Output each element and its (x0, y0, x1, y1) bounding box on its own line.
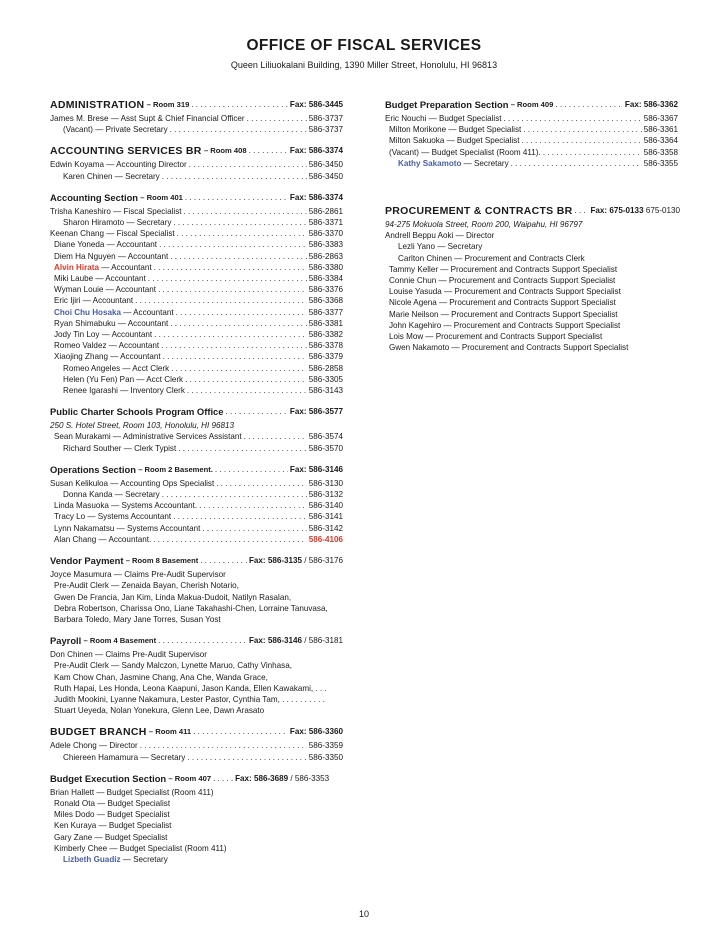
list-item: Trisha Kaneshiro — Fiscal Specialist . . . 586-2861 (50, 206, 343, 217)
page-title: OFFICE OF FISCAL SERVICES (246, 37, 482, 54)
list-item: Susan Kelikuloa — Accounting Ops Specialist . . . 586-3130 (50, 478, 343, 489)
list-item: Eric Nouchi — Budget Specialist . . . 586-3367 (385, 113, 678, 124)
address: 250 S. Hotel Street, Room 103, Honolulu, HI 96813 (50, 421, 235, 431)
list-item: Louise Yasuda — Procurement and Contracts Support Specialist (389, 287, 621, 297)
highlighted-name: Choi Chu Hosaka (54, 307, 122, 317)
procurement-contracts-section (385, 205, 681, 353)
list-item: Romeo Angeles — Acct Clerk . . . 586-2858 (50, 363, 343, 374)
highlighted-name: Kathy Sakamoto (398, 158, 462, 168)
list-item: Eric Ijiri — Accountant . . . 586-3368 (50, 295, 343, 306)
list-item: Renee Igarashi — Inventory Clerk . . . 586-3143 (50, 385, 343, 396)
list-item: Stuart Ueyeda, Nolan Yonekura, Glenn Lee, Dawn Arasato (54, 706, 265, 716)
list-item: (Vacant) — Budget Specialist (Room 411). . . . 586-3358 (385, 147, 678, 158)
list-item: Choi Chu Hosaka — Accountant . . . 586-3377 (50, 307, 343, 318)
list-item: Tracy Lo — Systems Accountant . . . 586-3141 (50, 511, 343, 522)
list-item: Kathy Sakamoto — Secretary . . . 586-3355 (385, 158, 678, 169)
list-item: Joyce Masumura — Claims Pre-Audit Supervisor (50, 570, 226, 580)
accounting-section (50, 192, 343, 396)
list-item: Carlton Chinen — Procurement and Contracts Clerk (398, 253, 585, 263)
list-item: Marie Neilson — Procurement and Contracts Support Specialist (389, 309, 618, 319)
list-item: Miki Laube — Accountant . . . 586-3384 (50, 273, 343, 284)
section-heading: ACCOUNTING SERVICES BR – Room 408 . . . Fax: 586-3374 (50, 145, 343, 157)
section-heading: PROCUREMENT & CONTRACTS BR . . . Fax: 675-0133 675-0130 (385, 205, 678, 217)
list-item: Sean Murakami — Administrative Services Assistant . . . 586-3574 (50, 431, 343, 442)
budget-branch-section (50, 726, 343, 762)
list-item: Romeo Valdez — Accountant . . . 586-3378 (50, 340, 343, 351)
list-item: Kam Chow Chan, Jasmine Chang, Ana Che, Wanda Grace, (54, 672, 268, 682)
section-heading: Payroll – Room 4 Basement . . . Fax: 586-3146 / 586-3181 (50, 635, 343, 647)
list-item: Debra Robertson, Charissa Ono, Liane Takahashi-Chen, Lorraine Tanuvasa, (54, 603, 328, 613)
list-item: Pre-Audit Clerk — Zenaida Bayan, Cherish Notario, (54, 581, 239, 591)
budget-execution-section (50, 773, 343, 865)
right-column (385, 99, 681, 363)
list-item: Milton Sakuoka — Budget Specialist . . . 586-3364 (385, 135, 678, 146)
page-header (0, 37, 728, 70)
list-item: John Kagehiro — Procurement and Contracts Support Specialist (389, 320, 621, 330)
list-item: Chiereen Hamamura — Secretary . . . 586-3350 (50, 752, 343, 763)
section-heading: BUDGET BRANCH – Room 411 . . . Fax: 586-3360 (50, 726, 343, 738)
administration-section (50, 99, 343, 135)
accounting-services-section (50, 145, 343, 181)
vendor-payment-section (50, 555, 343, 625)
list-item: Adele Chong — Director . . . 586-3359 (50, 740, 343, 751)
section-heading: Operations Section – Room 2 Basement. . . . Fax: 586-3146 (50, 464, 343, 476)
highlighted-name: Alvin Hirata (54, 262, 99, 272)
address: 94-275 Mokuola Street, Room 200, Waipahu, HI 96797 (385, 220, 583, 230)
list-item: Miles Dodo — Budget Specialist (54, 810, 170, 820)
section-heading: Budget Execution Section – Room 407 . . . Fax: 586-3689 / 586-3353 (50, 773, 343, 785)
list-item: Judith Mookini, Lyanne Nakamura, Lester Pastor, Cynthia Tam, . . . . . . . . . . (54, 694, 325, 704)
list-item: Gwen Nakamoto — Procurement and Contracts Support Specialist (389, 343, 629, 353)
highlighted-name: Lizbeth Guadiz (63, 854, 121, 864)
list-item: Edwin Koyama — Accounting Director . . . 586-3450 (50, 159, 343, 170)
charter-schools-section (50, 406, 343, 454)
list-item: Lynn Nakamatsu — Systems Accountant . . . 586-3142 (50, 523, 343, 534)
list-item: Andrell Beppu Aoki — Director (385, 231, 495, 241)
list-item: Gary Zane — Budget Specialist (54, 832, 168, 842)
list-item: Alvin Hirata — Accountant . . . 586-3380 (50, 262, 343, 273)
list-item: Kimberly Chee — Budget Specialist (Room 411) (54, 843, 227, 853)
list-item: Nicole Agena — Procurement and Contracts Support Specialist (389, 298, 616, 308)
list-item: Jody Tin Loy — Accountant . . . 586-3382 (50, 329, 343, 340)
list-item: Lois Mow — Procurement and Contracts Support Specialist (389, 332, 603, 342)
budget-preparation-section (385, 99, 678, 169)
section-heading: Accounting Section – Room 401 . . . Fax: 586-3374 (50, 192, 343, 204)
list-item: Pre-Audit Clerk — Sandy Malczon, Lynette Maruo, Cathy Vinhasa, (54, 661, 292, 671)
list-item: Don Chinen — Claims Pre-Audit Supervisor (50, 650, 207, 660)
list-item: James M. Brese — Asst Supt & Chief Financial Officer . . . 586-3737 (50, 113, 343, 124)
section-heading: ADMINISTRATION – Room 319 . . . Fax: 586-3445 (50, 99, 343, 111)
operations-section (50, 464, 343, 545)
section-heading: Vendor Payment – Room 8 Basement . . . Fax: 586-3135 / 586-3176 (50, 555, 343, 567)
list-item: Xiaojing Zhang — Accountant . . . 586-3379 (50, 351, 343, 362)
list-item: Donna Kanda — Secretary . . . 586-3132 (50, 489, 343, 500)
list-item: Ruth Hapai, Les Honda, Leona Kaapuni, Jason Kanda, Ellen Kawakami, . . . (54, 683, 327, 693)
list-item: Barbara Toledo, Mary Jane Torres, Susan Yost (54, 614, 221, 624)
list-item: (Vacant) — Private Secretary . . . 586-3737 (50, 124, 343, 135)
list-item: Sharon Hiramoto — Secretary . . . 586-3371 (50, 217, 343, 228)
list-item: Lizbeth Guadiz — Secretary (63, 854, 168, 864)
list-item: Ronald Ota — Budget Specialist (54, 798, 171, 808)
list-item: Linda Masuoka — Systems Accountant. . . . 586-3140 (50, 500, 343, 511)
list-item: Diane Yoneda — Accountant . . . 586-3383 (50, 239, 343, 250)
list-item: Helen (Yu Fen) Pan — Acct Clerk . . . 586-3305 (50, 374, 343, 385)
list-item: Wyman Louie — Accountant . . . 586-3376 (50, 284, 343, 295)
list-item: Diem Ha Nguyen — Accountant . . . 586-2863 (50, 251, 343, 262)
list-item: Richard Souther — Clerk Typist . . . 586-3570 (50, 443, 343, 454)
list-item: Keenan Chang — Fiscal Specialist . . . 586-3370 (50, 228, 343, 239)
list-item: Gwen De Francia, Jan Kim, Linda Makua-Dudoit, Natilyn Rasalan, (54, 592, 292, 602)
list-item: Milton Morikone — Budget Specialist . . . 586-3361 (385, 124, 678, 135)
payroll-section (50, 635, 343, 716)
list-item: Alan Chang — Accountant. . . . 586-4106 (50, 534, 343, 545)
list-item: Brian Hallett — Budget Specialist (Room 411) (50, 787, 214, 797)
list-item: Karen Chinen — Secretary . . . 586-3450 (50, 171, 343, 182)
list-item: Lezli Yano — Secretary (398, 242, 483, 252)
list-item: Ken Kuraya — Budget Specialist (54, 821, 172, 831)
list-item: Ryan Shimabuku — Accountant . . . 586-3381 (50, 318, 343, 329)
list-item: Connie Chun — Procurement and Contracts Support Specialist (389, 276, 616, 286)
list-item: Tammy Keller — Procurement and Contracts Support Specialist (389, 264, 618, 274)
page-subtitle: Queen Liliuokalani Building, 1390 Miller Street, Honolulu, HI 96813 (230, 60, 498, 70)
left-column (50, 99, 343, 875)
section-heading: Public Charter Schools Program Office . . . Fax: 586-3577 (50, 406, 343, 418)
section-heading: Budget Preparation Section – Room 409 . . . Fax: 586-3362 (385, 99, 678, 111)
page-number: 10 (358, 909, 369, 919)
